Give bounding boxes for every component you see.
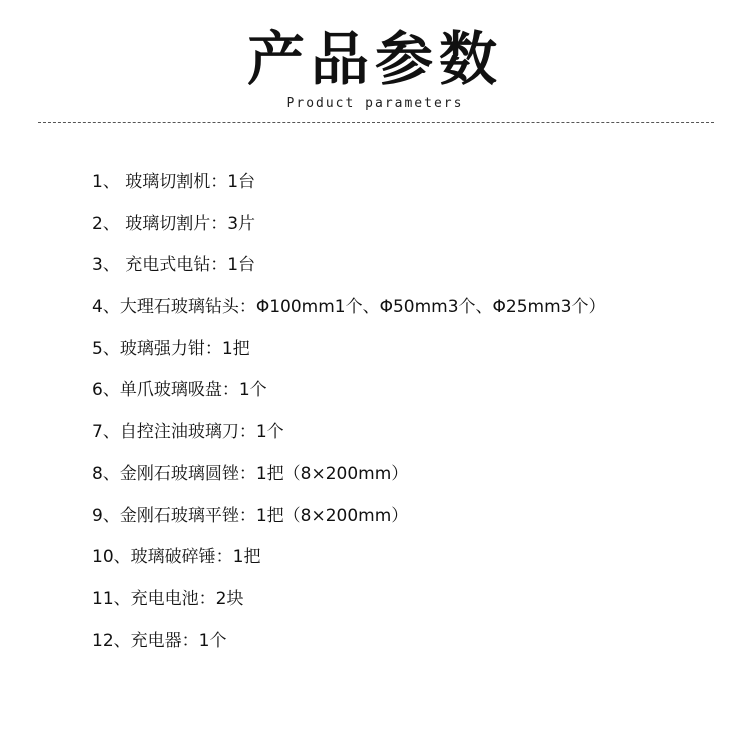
parameter-item: 6、单爪玻璃吸盘：1个 (92, 380, 267, 401)
parameter-list (92, 162, 732, 662)
parameter-item: 3、 充电式电钻：1台 (92, 255, 256, 276)
parameter-item: 11、充电电池：2块 (92, 588, 244, 609)
parameter-item: 1、 玻璃切割机：1台 (92, 172, 256, 192)
parameter-item: 8、金刚石玻璃圆锉：1把（8×200mm） (92, 463, 409, 484)
dashed-divider (38, 122, 714, 123)
page-title: 产品参数 (246, 25, 503, 93)
parameter-item: 4、大理石玻璃钻头：Φ100mm1个、Φ50mm3个、Φ25mm3个） (92, 297, 606, 318)
parameter-item: 5、玻璃强力钳：1把 (92, 338, 250, 359)
page-subtitle: Product parameters (286, 96, 464, 111)
parameter-item: 12、充电器：1个 (92, 630, 227, 651)
parameter-item: 2、 玻璃切割片：3片 (92, 213, 256, 234)
parameter-item: 7、自控注油玻璃刀：1个 (92, 422, 284, 443)
parameter-item: 10、玻璃破碎锤：1把 (92, 547, 261, 568)
parameter-item: 9、金刚石玻璃平锉：1把（8×200mm） (92, 505, 409, 526)
